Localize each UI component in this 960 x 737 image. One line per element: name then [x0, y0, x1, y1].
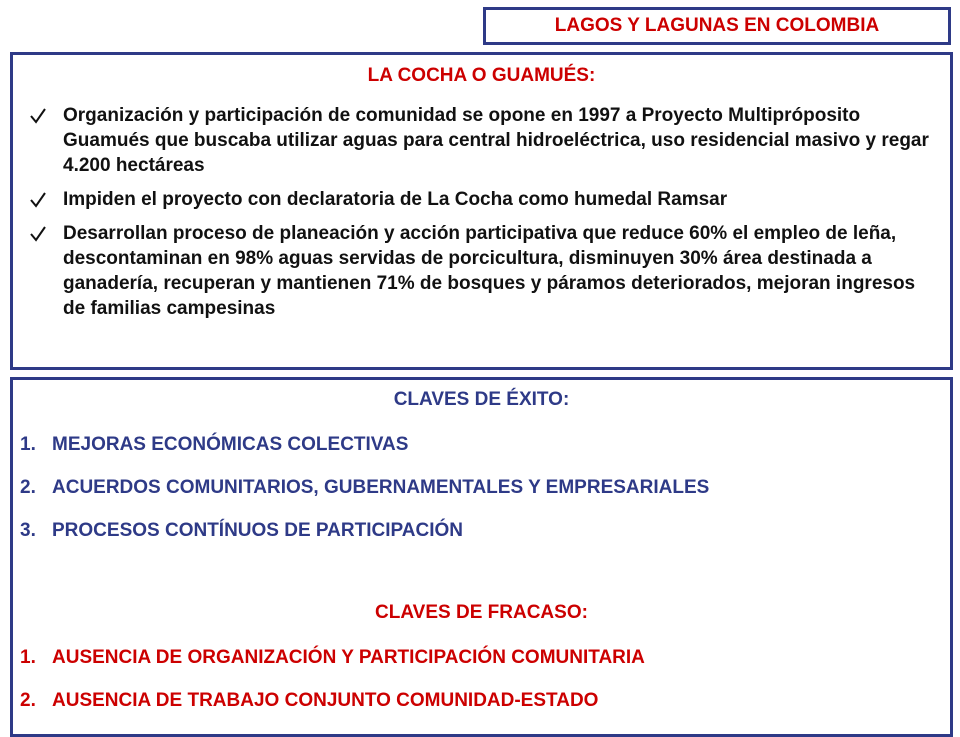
claves-panel — [10, 377, 953, 737]
la-cocha-heading: LA COCHA O GUAMUÉS: — [367, 65, 596, 86]
list-item — [28, 103, 938, 178]
claves-fracaso-list — [20, 645, 940, 731]
bullet-text: Impiden el proyecto con declaratoria de La Cocha como humedal Ramsar — [63, 189, 728, 210]
checkmark-icon — [28, 103, 48, 128]
item-text: ACUERDOS COMUNITARIOS, GUBERNAMENTALES Y EMPRESARIALES — [52, 477, 710, 498]
checkmark-icon — [28, 187, 48, 212]
slide-title-box — [483, 7, 951, 45]
list-item — [20, 518, 940, 543]
item-number: 2. — [20, 477, 36, 498]
bullet-text: Desarrollan proceso de planeación y acción participativa que reduce 60% el empleo de leña, descontaminan en 98% aguas servidas de porcicultura, disminuyen 30% área destinada a ganadería, recuperan y mantienen 71% de bosques y páramos deteriorados, mejoran ingresos de familias campesinas — [63, 223, 916, 319]
slide-title: LAGOS Y LAGUNAS EN COLOMBIA — [554, 15, 880, 36]
list-item — [28, 187, 938, 212]
item-number: 2. — [20, 690, 36, 711]
la-cocha-bullet-list — [28, 103, 938, 330]
claves-fracaso-heading: CLAVES DE FRACASO: — [375, 602, 588, 623]
claves-exito-heading: CLAVES DE ÉXITO: — [393, 389, 570, 410]
claves-exito-list — [20, 432, 940, 561]
item-text: PROCESOS CONTÍNUOS DE PARTICIPACIÓN — [52, 520, 463, 541]
item-number: 3. — [20, 520, 36, 541]
item-text: MEJORAS ECONÓMICAS COLECTIVAS — [52, 434, 409, 455]
list-item — [20, 688, 940, 713]
item-number: 1. — [20, 647, 36, 668]
list-item — [20, 432, 940, 457]
la-cocha-panel — [10, 52, 953, 370]
checkmark-icon — [28, 221, 48, 246]
item-text: AUSENCIA DE ORGANIZACIÓN Y PARTICIPACIÓN COMUNITARIA — [52, 647, 645, 668]
bullet-text: Organización y participación de comunidad se opone en 1997 a Proyecto Multipróposito Guamués que buscaba utilizar aguas para central hidroeléctrica, uso residencial masivo y regar 4.200 hectáreas — [63, 105, 929, 176]
list-item — [20, 645, 940, 670]
item-number: 1. — [20, 434, 36, 455]
item-text: AUSENCIA DE TRABAJO CONJUNTO COMUNIDAD-ESTADO — [52, 690, 599, 711]
list-item — [28, 221, 938, 321]
list-item — [20, 475, 940, 500]
